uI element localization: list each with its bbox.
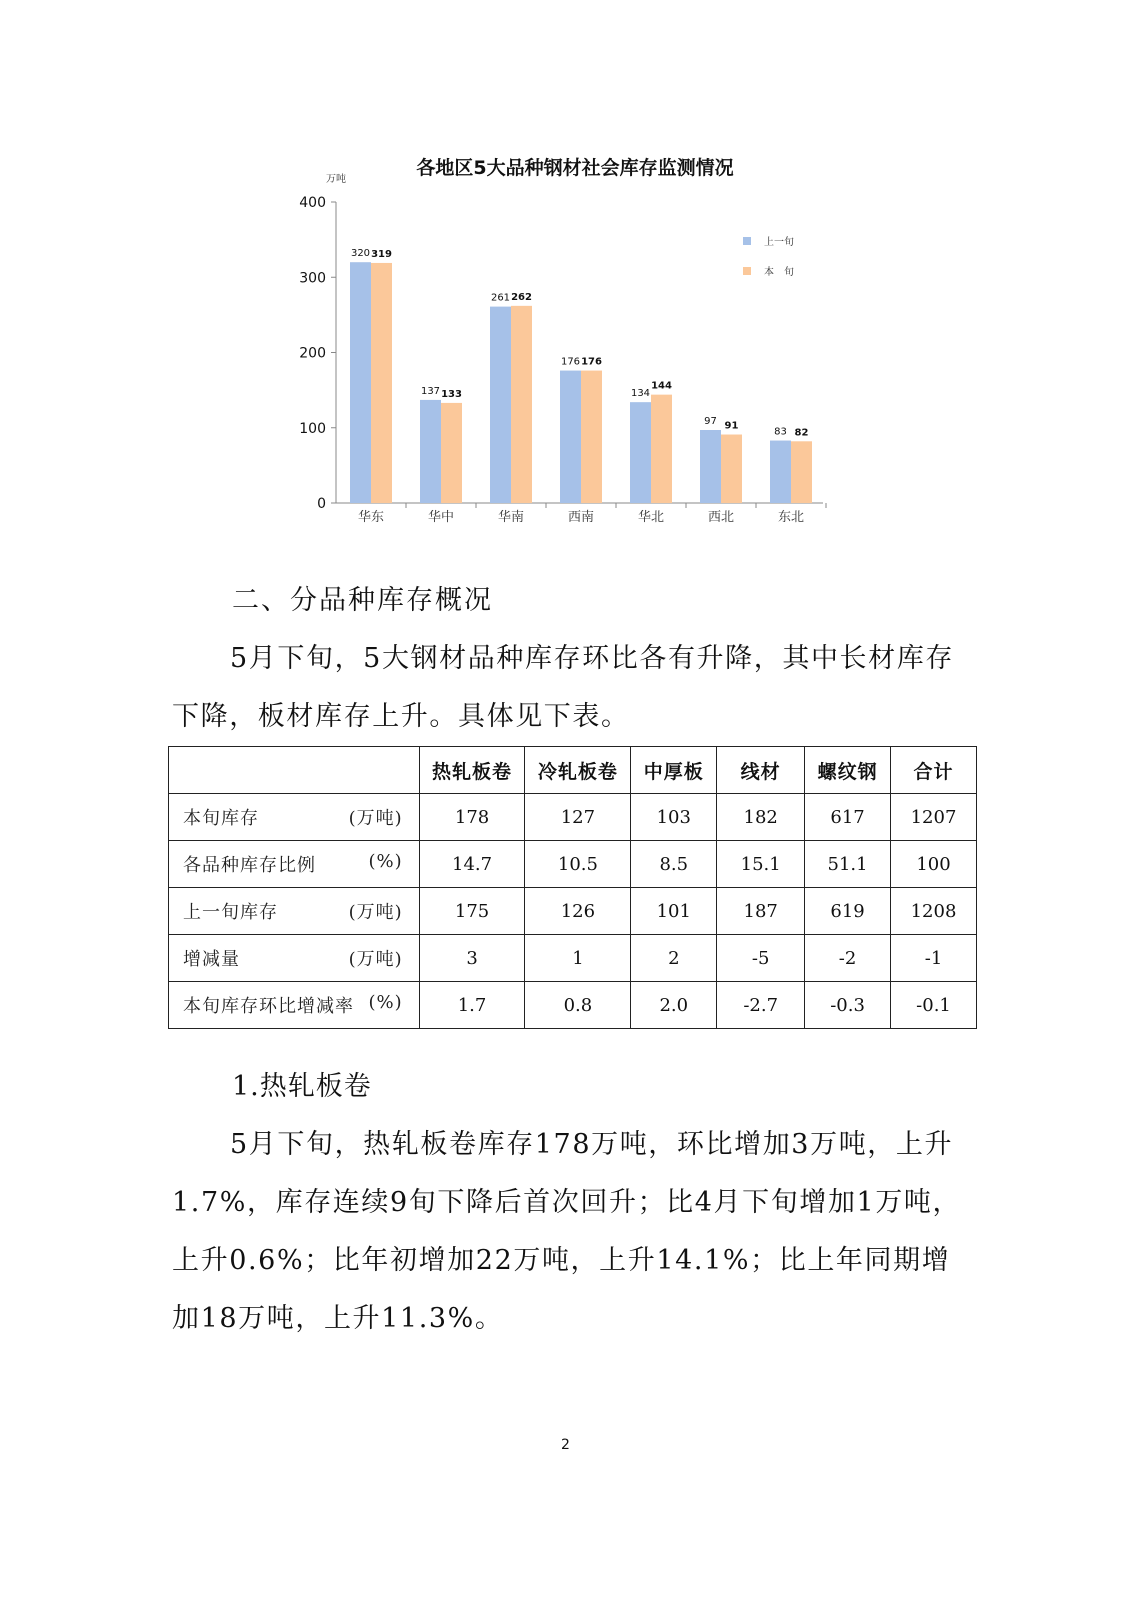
table-header-cell: 螺纹钢 xyxy=(805,747,891,794)
table-cell: 2.0 xyxy=(631,982,717,1029)
section-title: 二、分品种库存概况 xyxy=(232,585,493,616)
x-tick-label: 西南 xyxy=(567,510,595,525)
table-header-row xyxy=(169,747,977,794)
table-cell: 126 xyxy=(525,888,631,935)
y-tick-label: 100 xyxy=(299,420,326,437)
data-label: 82 xyxy=(794,427,809,439)
table-cell: 14.7 xyxy=(419,841,525,888)
table-cell: -0.3 xyxy=(805,982,891,1029)
bar-current xyxy=(371,263,392,503)
table-cell: 175 xyxy=(419,888,525,935)
table-cell: 619 xyxy=(805,888,891,935)
data-label: 144 xyxy=(651,380,672,392)
table-cell: -5 xyxy=(717,935,805,982)
row-label-cell xyxy=(169,982,420,1029)
bar-current xyxy=(651,395,672,503)
hot-rolled-paragraph: 5月下旬，热轧板卷库存178万吨，环比增加3万吨，上升1.7%，库存连续9旬下降后首次回升；比4月下旬增加1万吨，上升0.6%；比年初增加22万吨，上升14.1%；比上年同期增加18万吨，上升11.3%。 xyxy=(172,1129,962,1334)
bar-previous xyxy=(490,307,511,503)
x-tick-label: 华东 xyxy=(357,510,385,525)
y-axis-unit: 万吨 xyxy=(326,174,346,185)
data-label: 261 xyxy=(490,292,511,304)
table-header-cell: 热轧板卷 xyxy=(419,747,525,794)
y-tick-label: 400 xyxy=(299,195,326,211)
table-cell: 101 xyxy=(631,888,717,935)
regional-inventory-chart xyxy=(0,0,1131,560)
table-cell: -2.7 xyxy=(717,982,805,1029)
table-cell: 127 xyxy=(525,794,631,841)
table-row xyxy=(169,982,977,1029)
data-label: 97 xyxy=(704,416,717,428)
table-header-cell: 合计 xyxy=(891,747,977,794)
bar-previous xyxy=(630,402,651,503)
table-header-cell xyxy=(169,747,420,794)
bar-previous xyxy=(420,400,441,503)
data-label: 91 xyxy=(724,420,739,432)
bar-current xyxy=(511,306,532,503)
x-tick-label: 华北 xyxy=(637,510,665,525)
table-cell: 1 xyxy=(525,935,631,982)
bar-previous xyxy=(770,441,791,503)
y-tick-label: 200 xyxy=(299,345,326,362)
legend-label: 本 旬 xyxy=(764,267,794,278)
data-label: 176 xyxy=(560,356,581,368)
row-label: 各品种库存比例 xyxy=(183,855,316,876)
chart-title: 各地区5大品种钢材社会库存监测情况 xyxy=(416,157,734,179)
row-unit: (%) xyxy=(368,992,403,1013)
y-tick-label: 300 xyxy=(299,270,326,287)
table-cell: 187 xyxy=(717,888,805,935)
table-row xyxy=(169,888,977,935)
intro-paragraph: 5月下旬，5大钢材品种库存环比各有升降，其中长材库存下降，板材库存上升。具体见下表。 xyxy=(172,643,954,732)
data-label: 133 xyxy=(441,388,462,400)
inventory-table xyxy=(168,746,977,1029)
x-tick-label: 东北 xyxy=(777,510,805,525)
row-label: 本旬库存 xyxy=(183,808,259,829)
table-cell: 617 xyxy=(805,794,891,841)
table-cell: 103 xyxy=(631,794,717,841)
row-unit: (万吨) xyxy=(348,808,403,829)
table-cell: 0.8 xyxy=(525,982,631,1029)
table-cell: 1208 xyxy=(891,888,977,935)
data-label: 134 xyxy=(630,388,651,400)
legend-swatch xyxy=(743,267,751,275)
row-label-cell xyxy=(169,935,420,982)
table-cell: 2 xyxy=(631,935,717,982)
bar-previous xyxy=(350,262,371,503)
table-cell: 1.7 xyxy=(419,982,525,1029)
table-cell: 100 xyxy=(891,841,977,888)
table-cell: 1207 xyxy=(891,794,977,841)
table-cell: 182 xyxy=(717,794,805,841)
y-tick-label: 0 xyxy=(317,496,326,512)
bar-current xyxy=(721,435,742,503)
legend-swatch xyxy=(743,237,751,245)
table-header-cell: 线材 xyxy=(717,747,805,794)
data-label: 83 xyxy=(774,426,787,438)
table-cell: 3 xyxy=(419,935,525,982)
table-cell: 10.5 xyxy=(525,841,631,888)
row-label: 上一旬库存 xyxy=(183,902,278,923)
page-number: 2 xyxy=(561,1437,570,1453)
legend-label: 上一旬 xyxy=(764,237,794,248)
bar-previous xyxy=(700,430,721,503)
x-tick-label: 华中 xyxy=(427,510,455,525)
bar-current xyxy=(441,403,462,503)
table-header-cell: 冷轧板卷 xyxy=(525,747,631,794)
row-label-cell xyxy=(169,888,420,935)
table-cell: 178 xyxy=(419,794,525,841)
table-cell: 8.5 xyxy=(631,841,717,888)
row-label: 增减量 xyxy=(183,949,240,970)
row-label-cell xyxy=(169,841,420,888)
row-label: 本旬库存环比增减率 xyxy=(183,996,354,1017)
row-label-cell xyxy=(169,794,420,841)
table-cell: -1 xyxy=(891,935,977,982)
x-tick-label: 华南 xyxy=(497,510,525,525)
row-unit: (万吨) xyxy=(348,902,403,923)
table-row xyxy=(169,841,977,888)
table-row xyxy=(169,794,977,841)
bar-previous xyxy=(560,371,581,503)
table-cell: -2 xyxy=(805,935,891,982)
table-cell: -0.1 xyxy=(891,982,977,1029)
table-row xyxy=(169,935,977,982)
table-cell: 15.1 xyxy=(717,841,805,888)
x-tick-label: 西北 xyxy=(707,510,735,525)
row-unit: (%) xyxy=(368,851,403,872)
row-unit: (万吨) xyxy=(348,949,403,970)
bar-current xyxy=(581,371,602,503)
data-label: 319 xyxy=(371,248,392,260)
data-label: 320 xyxy=(350,248,371,260)
table-cell: 51.1 xyxy=(805,841,891,888)
data-label: 262 xyxy=(511,291,532,303)
table-header-cell: 中厚板 xyxy=(631,747,717,794)
data-label: 176 xyxy=(581,356,602,368)
data-label: 137 xyxy=(420,385,441,397)
subsection-title: 1.热轧板卷 xyxy=(232,1071,372,1102)
bar-current xyxy=(791,441,812,503)
